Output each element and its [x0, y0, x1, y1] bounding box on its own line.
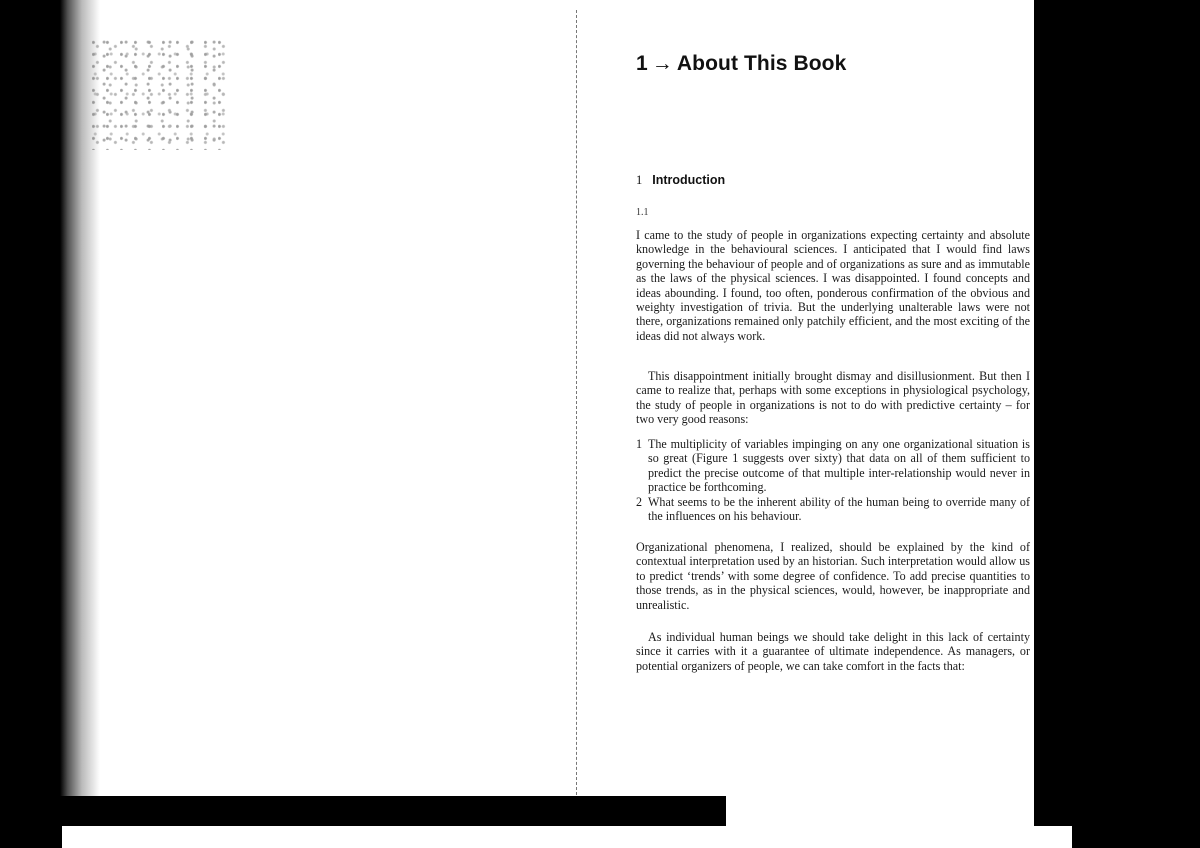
page-gutter: [576, 10, 577, 795]
list-item: [636, 495, 1030, 524]
section-number: 1: [636, 173, 643, 187]
chapter-arrow-icon: →: [651, 52, 673, 75]
list-item-text: What seems to be the inherent ability of the human being to override many of the influences on his behaviour.: [648, 494, 1030, 524]
paragraph-1: I came to the study of people in organizations expecting certainty and absolute knowledge in the behavioural sciences. I anticipated that I would find laws governing the behaviour of people and of organizations as sure and as immutable as the laws of the physical sciences. I was disappointed. I found concepts and ideas abounding. I found, too often, ponderous confirmation of the obvious and weighty investigation of trivia. But the underlying unalterable laws were not there, organizations remained only patchily efficient, and the most exciting of the ideas did not always work.: [636, 228, 1030, 343]
paragraph-4: As individual human beings we should take delight in this lack of certainty since it carries with it a guarantee of ultimate independence. As managers, or potential organizers of people, we can take comfort in the facts that:: [636, 630, 1030, 673]
chapter-number: 1: [636, 52, 648, 75]
chapter-title-text: About This Book: [676, 52, 847, 75]
paragraph-label: 1.1: [636, 207, 649, 218]
scan-edge-left: [0, 0, 62, 848]
reasons-list: [636, 437, 1030, 523]
chapter-title: [636, 52, 1030, 76]
scan-right-edge: [1072, 0, 1200, 848]
section-heading: [636, 173, 725, 188]
scan-speckle: [92, 40, 232, 150]
scan-bottom-band: [0, 796, 726, 826]
right-page: [636, 52, 1030, 673]
list-item-number: 1: [636, 437, 643, 451]
list-item-number: 2: [636, 494, 643, 509]
paragraph-3: Organizational phenomena, I realized, should be explained by the kind of contextual interpretation used by an historian. Such interpretation would allow us to predict ‘trends’ with some degree of confidence. To add precise quantities to those trends, as in the physical sciences, would, however, be inappropriate and unrealistic.: [636, 540, 1030, 612]
paragraph-2: This disappointment initially brought dismay and disillusionment. But then I came to realize that, perhaps with some exceptions in physiological psychology, the study of people in organizations is not to do with predictive certainty – for two very good reasons:: [636, 369, 1030, 427]
list-item-text: The multiplicity of variables impinging on any one organizational situation is so great (Figure 1 suggests over sixty) that data on all of them sufficient to predict the precise outcome of that multiple inter-relationship would never in practice be forthcoming.: [648, 437, 1030, 495]
section-title: Introduction: [652, 173, 726, 187]
list-item: [636, 437, 1030, 495]
